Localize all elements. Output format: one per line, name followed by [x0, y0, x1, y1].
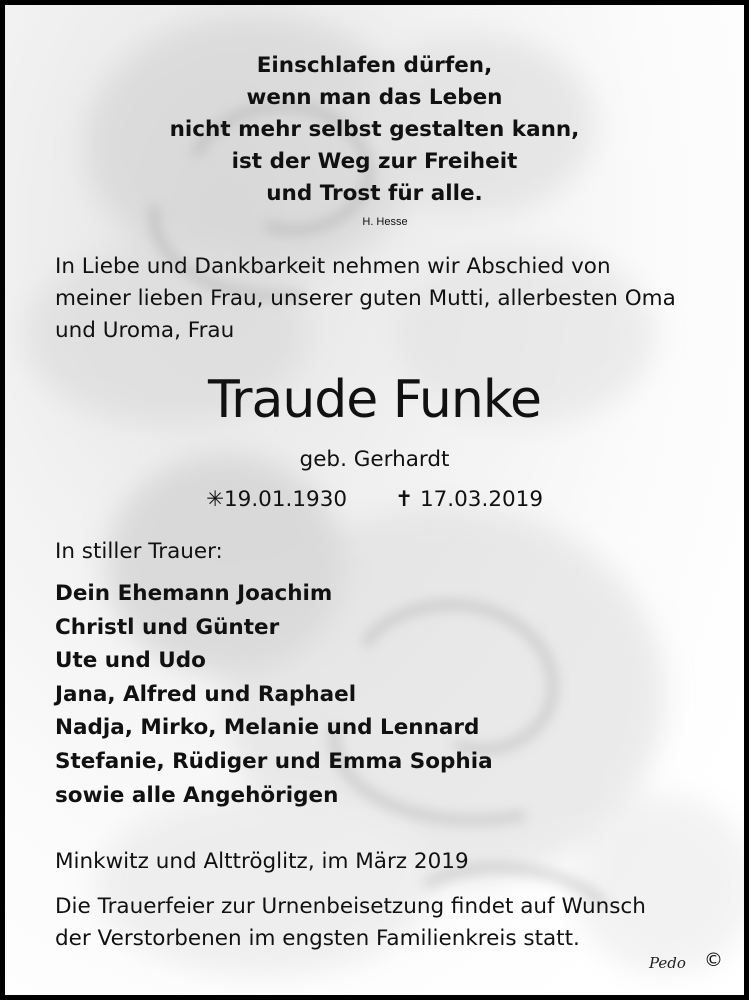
mourner-name: Christl und Günter — [55, 614, 280, 640]
intro-line: und Uroma, Frau — [55, 318, 235, 343]
intro-line: In Liebe und Dankbarkeit nehmen wir Abschied von — [55, 254, 611, 279]
mourner-name: sowie alle Angehörigen — [55, 782, 339, 808]
copyright-symbol: © — [704, 949, 723, 971]
mourner-name: Nadja, Mirko, Melanie und Lennard — [55, 715, 480, 741]
birth-date: 19.01.1930 — [223, 487, 348, 512]
place-and-date: Minkwitz und Alttröglitz, im März 2019 — [55, 849, 469, 874]
funeral-notice — [55, 891, 715, 955]
death-date: 17.03.2019 — [419, 487, 544, 512]
mourner-name: Ute und Udo — [55, 648, 206, 674]
life-dates — [5, 485, 744, 515]
poem-line: nicht mehr selbst gestalten kann, — [169, 117, 580, 142]
deceased-name: Traude Funke — [207, 370, 542, 430]
poem-line: Einschlafen dürfen, — [256, 53, 493, 78]
poem-line: und Trost für alle. — [266, 181, 483, 206]
designer-signature: Pedo — [649, 954, 686, 972]
maiden-name: geb. Gerhardt — [299, 447, 450, 472]
mourners-list — [55, 577, 695, 812]
intro-text — [55, 251, 705, 347]
death-cross-icon: ✝ — [395, 487, 414, 512]
poem-line: ist der Weg zur Freiheit — [231, 149, 518, 174]
poem — [5, 50, 744, 210]
notice-line: der Verstorbenen im engsten Familienkreis statt. — [55, 926, 580, 951]
obituary-content — [5, 5, 744, 995]
mourner-name: Stefanie, Rüdiger und Emma Sophia — [55, 748, 493, 774]
mourner-name: Jana, Alfred und Raphael — [55, 681, 357, 707]
birth-star-icon: ✳ — [205, 487, 224, 512]
poem-author: H. Hesse — [362, 216, 408, 228]
intro-line: meiner lieben Frau, unserer guten Mutti, allerbesten Oma — [55, 286, 676, 311]
poem-line: wenn man das Leben — [246, 85, 503, 110]
mourner-name: Dein Ehemann Joachim — [55, 581, 333, 606]
notice-line: Die Trauerfeier zur Urnenbeisetzung findet auf Wunsch — [55, 894, 646, 919]
mourners-heading: In stiller Trauer: — [55, 539, 223, 564]
